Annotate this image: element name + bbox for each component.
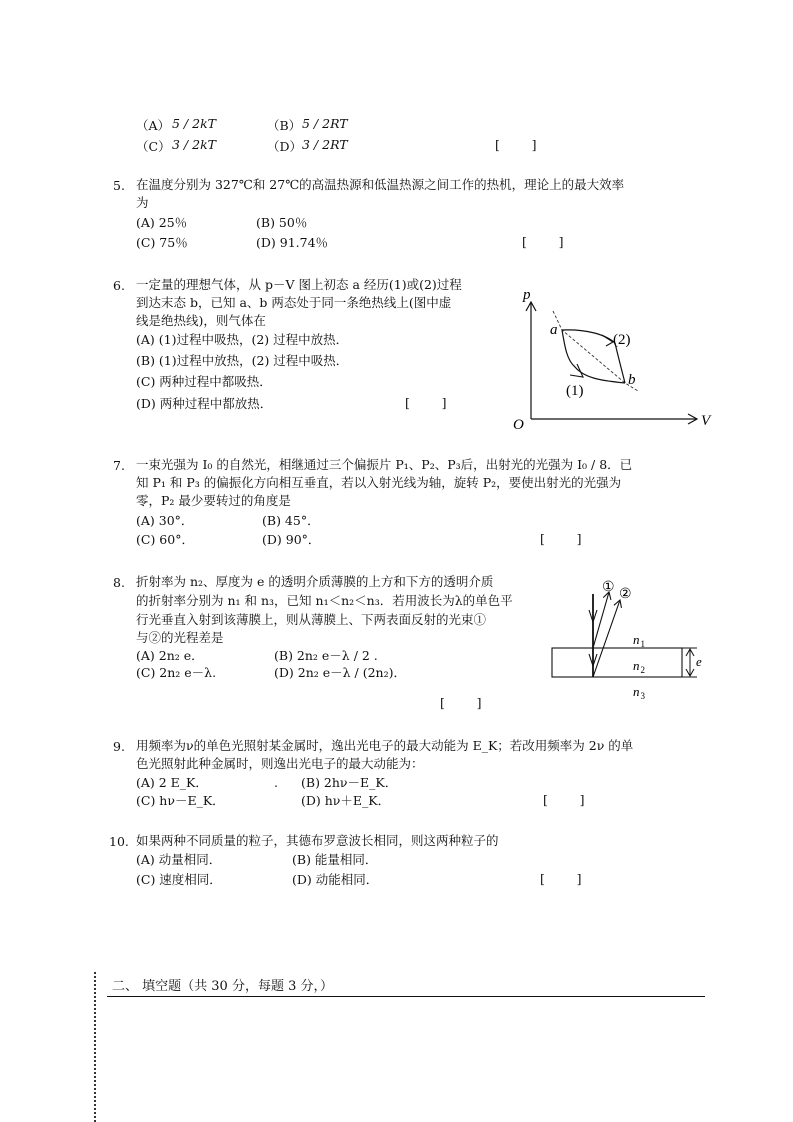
q6-answer-bracket[interactable]: [ ] [405, 395, 447, 410]
q5-option-d: (D) 91.74％ [256, 235, 329, 250]
q6-option-c: (C) 两种过程中都吸热． [136, 374, 272, 389]
q7-answer-bracket[interactable]: [ ] [540, 531, 582, 546]
q8-stem-line4: 与②的光程差是 [136, 630, 224, 645]
thin-film-diagram [545, 570, 715, 700]
q4-option-d-value: 3 / 2RT [302, 137, 348, 152]
q4-answer-bracket[interactable]: [ ] [495, 137, 537, 152]
q8-option-d: (D) 2n₂ e－λ / (2n₂)． [274, 665, 406, 680]
q9-number: 9. [113, 739, 125, 754]
pv-diagram [505, 280, 715, 430]
point-b-label: b [628, 372, 636, 388]
path-1-label: (1) [566, 383, 584, 399]
process-1-arrow-icon [570, 364, 583, 377]
q9-stem-line1: 用频率为ν的单色光照射某金属时，逸出光电子的最大动能为 E_K；若改用频率为 2ν 的单 [136, 738, 634, 753]
q8-option-a: (A) 2n₂ e． [136, 648, 204, 663]
q5-number: 5. [113, 178, 125, 193]
q6-option-b: (B) (1)过程中放热，(2) 过程中吸热． [136, 353, 349, 368]
thickness-label: e [696, 654, 702, 669]
n2-label: $n_2$ [633, 658, 645, 675]
v-axis-label: V [701, 413, 711, 429]
q6-stem-line3: 线是绝热线)，则气体在 [136, 313, 266, 328]
section-divider [107, 996, 705, 997]
q8-stem-line2: 的折射率分别为 n₁ 和 n₃，已知 n₁＜n₂＜n₃．若用波长为λ的单色平 [136, 593, 513, 608]
q9-option-a: (A) 2 E_K． [136, 775, 208, 790]
n3-label: $n_3$ [633, 684, 645, 700]
q8-answer-bracket[interactable]: [ ] [440, 695, 482, 710]
point-a-label: a [550, 322, 558, 338]
q7-option-d: (D) 90°． [262, 532, 321, 547]
q5-option-c: (C) 75％ [136, 235, 188, 250]
q8-option-b: (B) 2n₂ e－λ / 2 . [274, 648, 378, 663]
q4-option-a-value: 5 / 2kT [172, 116, 216, 131]
q8-stem-line3: 行光垂直入射到该薄膜上，则从薄膜上、下两表面反射的光束① [136, 612, 487, 627]
q7-option-c: (C) 60°． [136, 532, 194, 547]
q7-option-b: (B) 45°． [262, 513, 320, 528]
q5-stem-line2: 为 [136, 195, 149, 210]
q10-option-b: (B) 能量相同． [292, 852, 378, 867]
q7-stem-line3: 零，P₂ 最少要转过的角度是 [136, 493, 291, 508]
path-2-label: (2) [613, 332, 631, 348]
q9-option-c: (C) hν－E_K． [136, 793, 225, 808]
q7-stem-line2: 知 P₁ 和 P₃ 的偏振化方向相互垂直，若以入射光线为轴，旋转 P₂，要使出射光的光强为 [136, 475, 622, 490]
q4-option-b-label: （B） [267, 118, 302, 133]
q6-option-d: (D) 两种过程中都放热． [136, 396, 273, 411]
q10-number: 10. [109, 834, 129, 849]
q6-stem-line2: 到达末态 b，已知 a、b 两态处于同一条绝热线上(图中虚 [136, 295, 452, 310]
beam-2-label: ② [619, 587, 632, 602]
q5-answer-bracket[interactable]: [ ] [522, 234, 564, 249]
q7-stem-line1: 一束光强为 I₀ 的自然光，相继通过三个偏振片 P₁、P₂、P₃后，出射光的光强为 I₀ / 8．已 [136, 457, 633, 472]
q10-answer-bracket[interactable]: [ ] [540, 871, 582, 886]
q5-option-b: (B) 50％ [256, 215, 308, 230]
q6-stem-line1: 一定量的理想气体，从 p－V 图上初态 a 经历(1)或(2)过程 [136, 277, 462, 292]
q9-stray-mark: . [274, 775, 278, 790]
beam-1-label: ① [602, 580, 615, 595]
q5-option-a: (A) 25％ [136, 215, 188, 230]
q8-option-c: (C) 2n₂ e－λ. [136, 665, 217, 680]
q4-option-c-label: （C） [136, 139, 171, 154]
q4-option-c-value: 3 / 2kT [172, 137, 216, 152]
q4-option-d-label: （D） [267, 139, 303, 154]
process-2-arrow-icon [602, 335, 613, 346]
q4-option-b-value: 5 / 2RT [302, 116, 348, 131]
section-2-title: 二、 填空题（共 30 分，每题 3 分，） [112, 979, 333, 994]
q9-option-d: (D) hν＋E_K． [301, 793, 391, 808]
q7-number: 7. [113, 458, 125, 473]
q4-option-a-label: （A） [136, 118, 171, 133]
q9-option-b: (B) 2hν－E_K． [301, 775, 398, 790]
p-axis-label: p [523, 287, 531, 303]
origin-label: O [513, 417, 524, 430]
binding-margin-dotted-line [94, 972, 96, 1122]
q10-stem-line1: 如果两种不同质量的粒子，其德布罗意波长相同，则这两种粒子的 [136, 833, 499, 848]
q8-number: 8. [113, 575, 125, 590]
q9-stem-line2: 色光照射此种金属时，则逸出光电子的最大动能为： [136, 756, 424, 771]
q6-number: 6. [113, 278, 125, 293]
q10-option-c: (C) 速度相同． [136, 872, 222, 887]
q5-stem-line1: 在温度分别为 327℃和 27℃的高温热源和低温热源之间工作的热机，理论上的最大效率 [136, 177, 625, 192]
film-layer [552, 648, 682, 677]
q10-option-a: (A) 动量相同． [136, 852, 222, 867]
q7-option-a: (A) 30°． [136, 513, 194, 528]
q10-option-d: (D) 动能相同． [292, 872, 379, 887]
q6-option-a: (A) (1)过程中吸热，(2) 过程中放热． [136, 332, 349, 347]
q8-stem-line1: 折射率为 n₂、厚度为 e 的透明介质薄膜的上方和下方的透明介质 [136, 574, 494, 589]
q9-answer-bracket[interactable]: [ ] [543, 792, 585, 807]
n1-label: $n_1$ [633, 632, 645, 649]
